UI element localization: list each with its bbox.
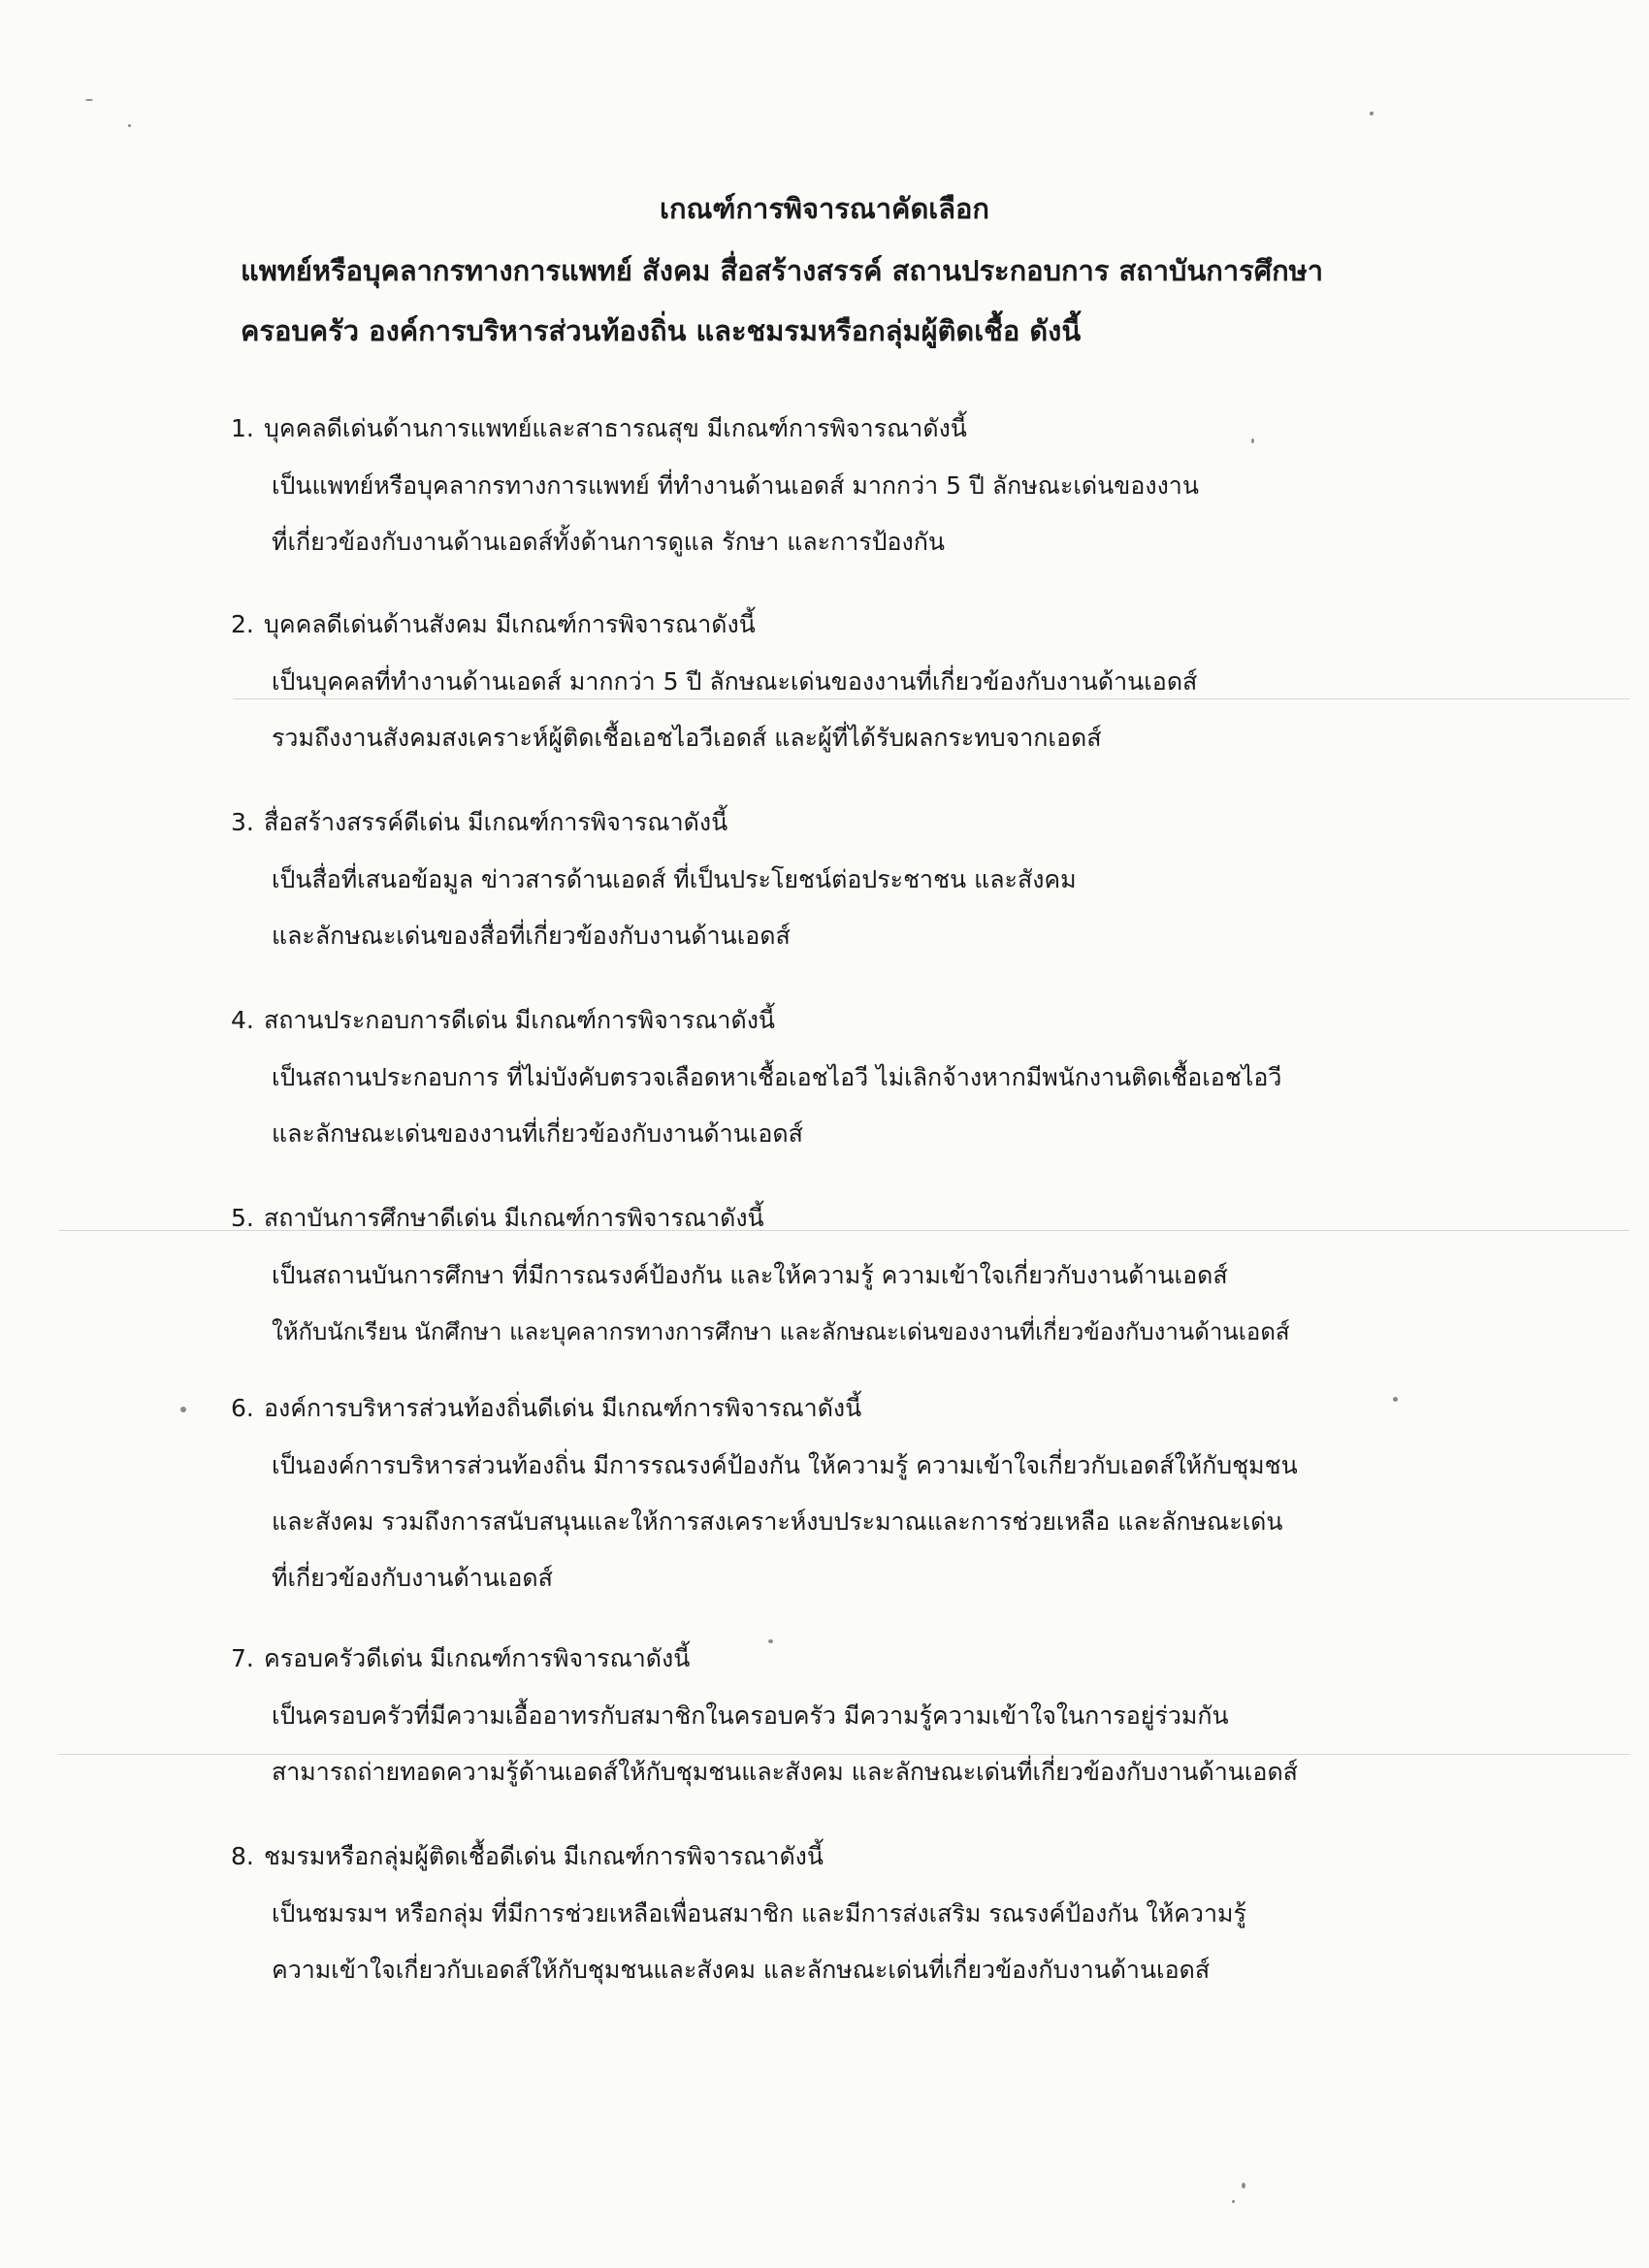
criteria-heading-text: สถาบันการศึกษาดีเด่น มีเกณฑ์การพิจารณาดังนี้ — [264, 1204, 764, 1232]
page-title: เกณฑ์การพิจารณาคัดเลือก — [660, 192, 989, 225]
criteria-item-7 — [231, 1637, 1443, 1800]
scan-speck — [85, 99, 93, 101]
criteria-item-2 — [231, 603, 1443, 766]
criteria-heading-text: บุคคลดีเด่นด้านสังคม มีเกณฑ์การพิจารณาดังนี้ — [264, 610, 756, 638]
criteria-number: 3. — [231, 808, 254, 836]
page-subtitle-line-1: แพทย์หรือบุคลากรทางการแพทย์ สังคม สื่อสร้างสรรค์ สถานประกอบการ สถาบันการศึกษา — [241, 254, 1324, 287]
criteria-item-3 — [231, 801, 1443, 964]
criteria-item-5 — [231, 1197, 1443, 1360]
criteria-heading-text: สถานประกอบการดีเด่น มีเกณฑ์การพิจารณาดังนี้ — [264, 1006, 775, 1034]
criteria-line: ที่เกี่ยวข้องกับงานด้านเอดส์ทั้งด้านการดูแล รักษา และการป้องกัน — [272, 528, 945, 556]
criteria-heading — [231, 603, 1443, 646]
criteria-number: 2. — [231, 610, 254, 638]
criteria-line: เป็นบุคคลที่ทำงานด้านเอดส์ มากกว่า 5 ปี ลักษณะเด่นของงานที่เกี่ยวข้องกับงานด้านเอดส์ — [272, 667, 1198, 696]
criteria-line: เป็นสถานประกอบการ ที่ไม่บังคับตรวจเลือดหาเชื้อเอชไอวี ไม่เลิกจ้างหากมีพนักงานติดเชื้อเอชไอวี — [272, 1063, 1282, 1091]
scan-speck — [180, 1407, 186, 1412]
criteria-item-6 — [231, 1387, 1443, 1606]
criteria-number: 6. — [231, 1394, 254, 1422]
scan-speck — [128, 124, 131, 127]
criteria-heading — [231, 1387, 1443, 1430]
criteria-line: สามารถถ่ายทอดความรู้ด้านเอดส์ให้กับชุมชนและสังคม และลักษณะเด่นที่เกี่ยวข้องกับงานด้านเอดส์ — [272, 1758, 1298, 1786]
criteria-line: เป็นแพทย์หรือบุคลากรทางการแพทย์ ที่ทำงานด้านเอดส์ มากกว่า 5 ปี ลักษณะเด่นของงาน — [272, 471, 1199, 500]
criteria-heading — [231, 999, 1443, 1042]
criteria-heading-text: องค์การบริหารส่วนท้องถิ่นดีเด่น มีเกณฑ์การพิจารณาดังนี้ — [264, 1394, 862, 1422]
criteria-item-1 — [231, 407, 1443, 570]
criteria-heading-text: ครอบครัวดีเด่น มีเกณฑ์การพิจารณาดังนี้ — [264, 1644, 691, 1672]
criteria-line: ให้กับนักเรียน นักศึกษา และบุคลากรทางการศึกษา และลักษณะเด่นของงานที่เกี่ยวข้องกับงานด้านเอดส์ — [272, 1318, 1290, 1345]
criteria-item-8 — [231, 1835, 1443, 1998]
criteria-line: เป็นชมรมฯ หรือกลุ่ม ที่มีการช่วยเหลือเพื่อนสมาชิก และมีการส่งเสริม รณรงค์ป้องกัน ให้ความรู้ — [272, 1899, 1246, 1928]
criteria-number: 4. — [231, 1006, 254, 1034]
criteria-line: เป็นสื่อที่เสนอข้อมูล ข่าวสารด้านเอดส์ ที่เป็นประโยชน์ต่อประชาชน และสังคม — [272, 865, 1077, 893]
scan-speck — [1370, 112, 1374, 115]
criteria-heading — [231, 1197, 1443, 1240]
page-subtitle-line-2: ครอบครัว องค์การบริหารส่วนท้องถิ่น และชมรมหรือกลุ่มผู้ติดเชื้อ ดังนี้ — [241, 314, 1082, 347]
criteria-line: ที่เกี่ยวข้องกับงานด้านเอดส์ — [272, 1564, 553, 1592]
criteria-heading-text: ชมรมหรือกลุ่มผู้ติดเชื้อดีเด่น มีเกณฑ์การพิจารณาดังนี้ — [264, 1842, 824, 1870]
criteria-line: เป็นองค์การบริหารส่วนท้องถิ่น มีการรณรงค์ป้องกัน ให้ความรู้ ความเข้าใจเกี่ยวกับเอดส์ให้กับชุมชน — [272, 1451, 1298, 1479]
criteria-heading — [231, 1835, 1443, 1878]
criteria-heading — [231, 1637, 1443, 1680]
scan-speck — [1242, 2183, 1245, 2188]
criteria-line: เป็นสถานบันการศึกษา ที่มีการณรงค์ป้องกัน และให้ความรู้ ความเข้าใจเกี่ยวกับงานด้านเอดส์ — [272, 1261, 1228, 1289]
criteria-item-4 — [231, 999, 1443, 1162]
criteria-heading-text: บุคคลดีเด่นด้านการแพทย์และสาธารณสุข มีเกณฑ์การพิจารณาดังนี้ — [264, 414, 967, 442]
scan-speck — [1232, 2200, 1235, 2203]
criteria-number: 5. — [231, 1204, 254, 1232]
criteria-number: 7. — [231, 1644, 254, 1672]
criteria-line: และลักษณะเด่นของงานที่เกี่ยวข้องกับงานด้านเอดส์ — [272, 1119, 803, 1148]
criteria-number: 8. — [231, 1842, 254, 1870]
criteria-number: 1. — [231, 414, 254, 442]
criteria-line: ความเข้าใจเกี่ยวกับเอดส์ให้กับชุมชนและสังคม และลักษณะเด่นที่เกี่ยวข้องกับงานด้านเอดส์ — [272, 1956, 1211, 1984]
criteria-heading — [231, 801, 1443, 844]
criteria-line: เป็นครอบครัวที่มีความเอื้ออาทรกับสมาชิกในครอบครัว มีความรู้ความเข้าใจในการอยู่ร่วมกัน — [272, 1701, 1229, 1730]
criteria-line: และสังคม รวมถึงการสนับสนุนและให้การสงเคราะห์งบประมาณและการช่วยเหลือ และลักษณะเด่น — [272, 1507, 1283, 1536]
criteria-line: รวมถึงงานสังคมสงเคราะห์ผู้ติดเชื้อเอชไอวีเอดส์ และผู้ที่ได้รับผลกระทบจากเอดส์ — [272, 724, 1102, 752]
criteria-line: และลักษณะเด่นของสื่อที่เกี่ยวข้องกับงานด้านเอดส์ — [272, 922, 791, 950]
criteria-heading-text: สื่อสร้างสรรค์ดีเด่น มีเกณฑ์การพิจารณาดังนี้ — [264, 808, 728, 836]
criteria-heading — [231, 407, 1443, 450]
